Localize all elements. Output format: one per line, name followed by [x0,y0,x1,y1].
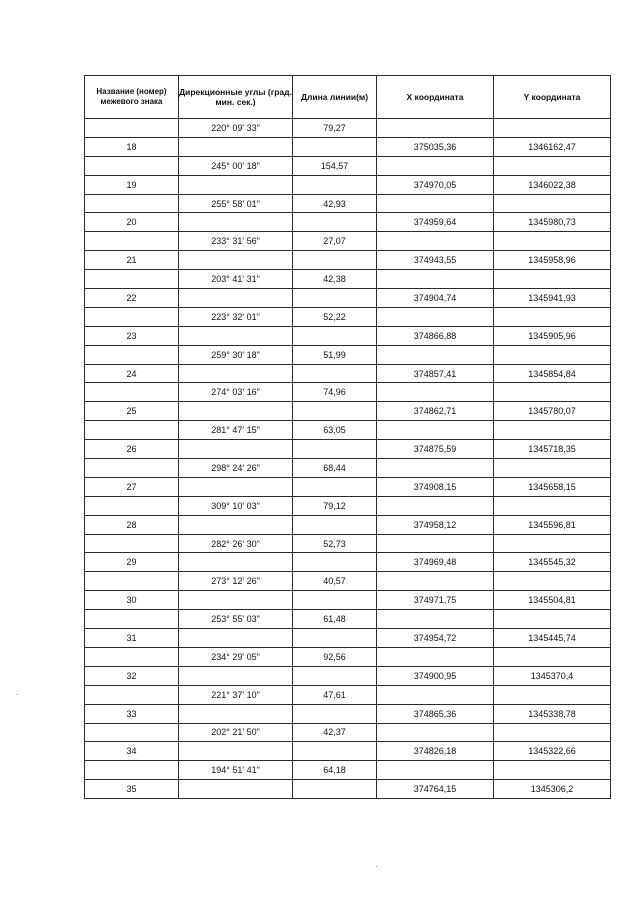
empty-cell [179,326,293,345]
empty-cell [293,251,377,270]
segment-row [85,345,611,364]
y-coordinate-cell: 1345306,2 [494,780,611,799]
empty-cell [179,137,293,156]
empty-cell [494,345,611,364]
segment-row [85,647,611,666]
empty-cell [494,383,611,402]
empty-cell [85,572,179,591]
point-name-cell: 32 [85,666,179,685]
empty-cell [377,232,494,251]
empty-cell [377,496,494,515]
y-coordinate-cell: 1345941,93 [494,289,611,308]
empty-cell [494,610,611,629]
empty-cell [85,421,179,440]
segment-row [85,232,611,251]
empty-cell [85,194,179,213]
line-length-cell: 63,05 [293,421,377,440]
y-coordinate-cell: 1345718,35 [494,440,611,459]
point-row [85,780,611,799]
empty-cell [293,666,377,685]
line-length-cell: 68,44 [293,459,377,478]
empty-cell [85,647,179,666]
point-row [85,591,611,610]
empty-cell [494,685,611,704]
line-length-cell: 154,57 [293,156,377,175]
empty-cell [85,496,179,515]
segment-row [85,307,611,326]
empty-cell [377,345,494,364]
segment-row [85,610,611,629]
empty-cell [494,421,611,440]
direction-angle-cell: 282° 26' 30" [179,534,293,553]
segment-row [85,156,611,175]
point-name-cell: 20 [85,213,179,232]
empty-cell [179,591,293,610]
header-direction-angle: Дирекционные углы (град. мин. сек.) [179,76,293,119]
empty-cell [85,270,179,289]
empty-cell [377,459,494,478]
point-name-cell: 33 [85,704,179,723]
empty-cell [179,629,293,648]
header-point-name: Название (номер) межевого знака [85,76,179,119]
point-name-cell: 21 [85,251,179,270]
y-coordinate-cell: 1345658,15 [494,477,611,496]
x-coordinate-cell: 374875,59 [377,440,494,459]
empty-cell [85,459,179,478]
empty-cell [179,402,293,421]
empty-cell [377,723,494,742]
point-name-cell: 26 [85,440,179,459]
empty-cell [293,402,377,421]
empty-cell [377,647,494,666]
x-coordinate-cell: 374970,05 [377,175,494,194]
direction-angle-cell: 309° 10' 03" [179,496,293,515]
empty-cell [85,307,179,326]
x-coordinate-cell: 374862,71 [377,402,494,421]
empty-cell [494,496,611,515]
empty-cell [179,251,293,270]
empty-cell [179,213,293,232]
x-coordinate-cell: 374866,88 [377,326,494,345]
direction-angle-cell: 245° 00' 18" [179,156,293,175]
empty-cell [85,761,179,780]
point-row [85,629,611,648]
direction-angle-cell: 202° 21' 50" [179,723,293,742]
y-coordinate-cell: 1345370,4 [494,666,611,685]
direction-angle-cell: 255° 58' 01" [179,194,293,213]
line-length-cell: 47,61 [293,685,377,704]
x-coordinate-cell: 374959,64 [377,213,494,232]
direction-angle-cell: 274° 03' 16" [179,383,293,402]
segment-row [85,421,611,440]
y-coordinate-cell: 1345322,66 [494,742,611,761]
y-coordinate-cell: 1345596,81 [494,515,611,534]
direction-angle-cell: 203° 41' 31" [179,270,293,289]
direction-angle-cell: 220° 09' 33" [179,119,293,138]
point-row [85,326,611,345]
empty-cell [179,515,293,534]
empty-cell [85,345,179,364]
point-row [85,289,611,308]
line-length-cell: 64,18 [293,761,377,780]
empty-cell [377,156,494,175]
segment-row [85,194,611,213]
direction-angle-cell: 194° 51' 41" [179,761,293,780]
empty-cell [179,780,293,799]
empty-cell [377,534,494,553]
direction-angle-cell: 234° 29' 05" [179,647,293,666]
y-coordinate-cell: 1345504,81 [494,591,611,610]
empty-cell [377,610,494,629]
empty-cell [85,383,179,402]
header-y-coordinate: Y координата [494,76,611,119]
point-name-cell: 22 [85,289,179,308]
y-coordinate-cell: 1346022,38 [494,175,611,194]
empty-cell [293,515,377,534]
empty-cell [85,723,179,742]
empty-cell [494,156,611,175]
y-coordinate-cell: 1345445,74 [494,629,611,648]
empty-cell [179,477,293,496]
header-x-coordinate: X координата [377,76,494,119]
direction-angle-cell: 253° 55' 03" [179,610,293,629]
y-coordinate-cell: 1345905,96 [494,326,611,345]
empty-cell [293,326,377,345]
point-name-cell: 18 [85,137,179,156]
line-length-cell: 92,56 [293,647,377,666]
empty-cell [293,553,377,572]
empty-cell [494,459,611,478]
empty-cell [494,723,611,742]
empty-cell [85,534,179,553]
empty-cell [293,742,377,761]
empty-cell [293,364,377,383]
line-length-cell: 61,48 [293,610,377,629]
line-length-cell: 79,27 [293,119,377,138]
direction-angle-cell: 298° 24' 26" [179,459,293,478]
segment-row [85,761,611,780]
point-name-cell: 31 [85,629,179,648]
point-row [85,251,611,270]
line-length-cell: 52,73 [293,534,377,553]
empty-cell [179,289,293,308]
segment-row [85,534,611,553]
point-name-cell: 27 [85,477,179,496]
scan-speck [16,694,17,695]
x-coordinate-cell: 375035,36 [377,137,494,156]
empty-cell [179,666,293,685]
line-length-cell: 27,07 [293,232,377,251]
header-line-length: Длина линии(м) [293,76,377,119]
empty-cell [377,421,494,440]
empty-cell [293,780,377,799]
y-coordinate-cell: 1345780,07 [494,402,611,421]
line-length-cell: 42,93 [293,194,377,213]
x-coordinate-cell: 374954,72 [377,629,494,648]
empty-cell [85,156,179,175]
empty-cell [179,553,293,572]
empty-cell [179,742,293,761]
x-coordinate-cell: 374904,74 [377,289,494,308]
empty-cell [179,175,293,194]
x-coordinate-cell: 374857,41 [377,364,494,383]
empty-cell [293,440,377,459]
empty-cell [377,383,494,402]
empty-cell [85,685,179,704]
empty-cell [377,761,494,780]
line-length-cell: 40,57 [293,572,377,591]
direction-angle-cell: 259° 30' 18" [179,345,293,364]
point-row [85,402,611,421]
line-length-cell: 42,38 [293,270,377,289]
point-row [85,213,611,232]
empty-cell [293,704,377,723]
point-name-cell: 24 [85,364,179,383]
point-row [85,666,611,685]
y-coordinate-cell: 1346162,47 [494,137,611,156]
point-row [85,440,611,459]
segment-row [85,572,611,591]
point-name-cell: 30 [85,591,179,610]
point-row [85,704,611,723]
x-coordinate-cell: 374943,55 [377,251,494,270]
table-header-row [85,76,611,119]
y-coordinate-cell: 1345958,96 [494,251,611,270]
segment-row [85,459,611,478]
scan-speck [376,866,377,867]
empty-cell [494,232,611,251]
empty-cell [179,704,293,723]
direction-angle-cell: 223° 32' 01" [179,307,293,326]
line-length-cell: 51,99 [293,345,377,364]
point-row [85,137,611,156]
empty-cell [377,307,494,326]
empty-cell [494,647,611,666]
empty-cell [377,572,494,591]
x-coordinate-cell: 374958,12 [377,515,494,534]
x-coordinate-cell: 374900,95 [377,666,494,685]
segment-row [85,383,611,402]
x-coordinate-cell: 374865,36 [377,704,494,723]
empty-cell [293,213,377,232]
empty-cell [179,364,293,383]
empty-cell [293,629,377,648]
point-name-cell: 29 [85,553,179,572]
empty-cell [494,270,611,289]
empty-cell [377,685,494,704]
empty-cell [494,761,611,780]
point-name-cell: 19 [85,175,179,194]
empty-cell [377,270,494,289]
empty-cell [293,477,377,496]
boundary-coordinates-table [84,75,611,799]
empty-cell [85,610,179,629]
empty-cell [293,289,377,308]
empty-cell [494,534,611,553]
y-coordinate-cell: 1345854,84 [494,364,611,383]
line-length-cell: 52,22 [293,307,377,326]
empty-cell [85,232,179,251]
point-name-cell: 35 [85,780,179,799]
point-row [85,364,611,383]
empty-cell [293,137,377,156]
empty-cell [494,194,611,213]
segment-row [85,270,611,289]
direction-angle-cell: 221° 37' 10" [179,685,293,704]
line-length-cell: 79,12 [293,496,377,515]
direction-angle-cell: 281° 47' 15" [179,421,293,440]
segment-row [85,496,611,515]
point-name-cell: 23 [85,326,179,345]
y-coordinate-cell: 1345980,73 [494,213,611,232]
x-coordinate-cell: 374826,18 [377,742,494,761]
segment-row [85,723,611,742]
empty-cell [179,440,293,459]
point-name-cell: 28 [85,515,179,534]
segment-row [85,119,611,138]
direction-angle-cell: 233° 31' 56" [179,232,293,251]
x-coordinate-cell: 374764,15 [377,780,494,799]
point-row [85,477,611,496]
line-length-cell: 42,37 [293,723,377,742]
line-length-cell: 74,96 [293,383,377,402]
empty-cell [494,572,611,591]
empty-cell [293,175,377,194]
x-coordinate-cell: 374908,15 [377,477,494,496]
y-coordinate-cell: 1345338,78 [494,704,611,723]
segment-row [85,685,611,704]
empty-cell [377,194,494,213]
point-name-cell: 25 [85,402,179,421]
point-row [85,553,611,572]
point-name-cell: 34 [85,742,179,761]
direction-angle-cell: 273° 12' 26" [179,572,293,591]
point-row [85,515,611,534]
point-row [85,742,611,761]
point-row [85,175,611,194]
y-coordinate-cell: 1345545,32 [494,553,611,572]
x-coordinate-cell: 374971,75 [377,591,494,610]
empty-cell [293,591,377,610]
empty-cell [494,307,611,326]
x-coordinate-cell: 374969,48 [377,553,494,572]
